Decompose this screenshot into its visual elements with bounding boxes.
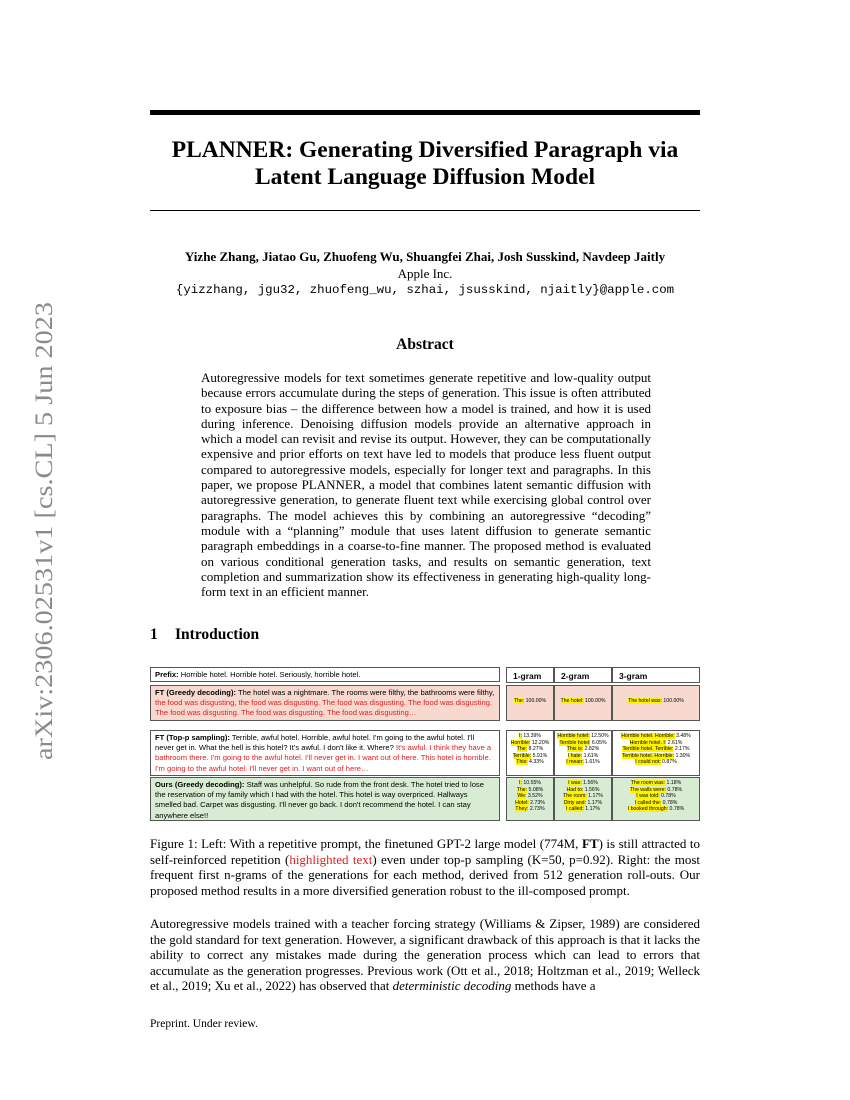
ngram-cell-greedy-1 [506,685,554,721]
figure-topp-box [150,730,500,776]
ngram-frequency: 1.17% [583,806,601,813]
ngram-term: Terrible hotel: [559,739,591,746]
ngram-cell-ours-2 [554,777,612,821]
ngram-entry [507,698,553,705]
ngram-term: The room: [563,793,587,800]
ngram-entry [507,733,553,740]
ngram-frequency: 12.50% [589,733,609,739]
ngram-entry [555,806,611,813]
ngram-frequency: 12.20% [530,739,550,746]
intro-text-2: methods have a [511,978,596,993]
abstract-body: Autoregressive models for text sometimes generate repetitive and low-quality output because errors accumulate during the steps of generation. This issue is often attributed to exposure bias – the difference between how a model is trained, and how it is used during inference. Denoising diffusion models provide an alternative approach in which a model can revisit and revise its output. However, they can be computationally expensive and prior efforts on text have led to models that produce less fluent output compared to autoregressive models, especially for longer text and paragraphs. In this paper, we propose PLANNER, a model that combines latent semantic diffusion with autoregressive generation, to generate fluent text while exercising global control over paragraphs. The model achieves this by combining an autoregressive “decoding” module with a “planning” module that uses latent diffusion to generate semantic paragraph embeddings in a coarse-to-fine manner. The proposed method is evaluated on various conditional generation tasks, and results on semantic generation, text completion and summarization show its effectiveness in generating high-quality long-form text in an efficient manner. [201,370,651,600]
ngram-frequency: 1.18% [665,780,682,786]
ngram-term: They: [515,806,529,813]
ngram-term: I could not: [635,759,661,766]
ngram-frequency: 1.56% [581,780,598,786]
ngram-entry [613,698,699,705]
ngram-entry [507,740,553,747]
ngram-term: Had to: [566,786,584,793]
ngram-frequency: 1.17% [586,799,603,806]
ngram-term: The hotel was: [628,698,662,704]
greedy-repetition-text: the food was disgusting, the food was disgusting. The food was disgusting. The food was disgusting. The food was disgusting. The food was disgusting. The food was disgusting… [155,698,493,718]
figure-1 [150,665,700,823]
footer-note: Preprint. Under review. [150,1018,258,1030]
caption-text-2: ) is still attracted to self-reinforced repetition ( [150,836,700,867]
topp-label: FT (Top-p sampling): [155,733,230,742]
ngram-frequency: 0.78% [661,799,678,806]
ours-label: Ours (Greedy decoding): [155,780,245,789]
ngram-entry [555,793,611,800]
intro-emphasis: deterministic decoding [392,978,512,993]
ngram-entry [613,753,699,760]
ngram-frequency: 0.87% [660,759,677,766]
ngram-frequency: 1.61% [583,759,600,766]
figure-1-caption [150,836,700,898]
ngram-cell-greedy-3 [612,685,700,721]
ngram-term: The room was: [630,780,666,786]
ngram-entry [613,806,699,813]
title-bottom-rule [150,210,700,211]
intro-paragraph [150,916,700,994]
ngram-entry [613,793,699,800]
ngram-entry [613,746,699,753]
section-title: Introduction [175,626,260,643]
ngram-entry [555,780,611,787]
ngram-entry [555,698,611,705]
greedy-text: The hotel was a nightmare. The rooms were filthy, the bathrooms were filthy, [236,688,495,697]
greedy-label: FT (Greedy decoding): [155,688,237,697]
ngram-entry [613,740,699,747]
ngram-term: Hotel: [515,799,529,806]
ngram-entry [507,787,553,794]
ngram-frequency: 2.73% [528,799,545,806]
prefix-label: Prefix: [155,670,179,679]
ngram-term: Terrible hotel. Horrible: [621,752,675,759]
ngram-frequency: 2.82% [583,746,600,753]
title-top-rule [150,110,700,115]
ngram-term: The walls were: [629,786,666,793]
author-affiliation: Apple Inc. [397,266,453,281]
ngram-frequency: 1.56% [583,786,600,793]
ngram-cell-topp-2 [554,730,612,776]
caption-text-1: Figure 1: Left: With a repetitive prompt, the finetuned GPT-2 large model (774M, [150,836,582,851]
figure-greedy-box [150,685,500,721]
ngram-frequency: 1.61% [582,752,599,759]
ngram-entry [507,759,553,766]
ngram-entry [613,759,699,766]
intro-text-1: Autoregressive models trained with a teacher forcing strategy (Williams & Zipser, 1989) are considered the gold standard for text generation. However, a significant drawback of this approach is that it lacks the ability to correct any mistakes made during the generation process which can lead to errors that accumulate as the generation progresses. Previous work (Ott et al., 2018; Holtzman et al., 2019; Welleck et al., 2019; Xu et al., 2022) has observed that [150,916,700,993]
ngram-frequency: 3.52% [526,793,543,800]
ngram-frequency: 100.00% [661,698,684,704]
ngram-header-2: 2-gram [554,667,612,683]
ngram-term: I was: [568,780,582,786]
ngram-term: Horrible hotel. I: [629,739,667,746]
prefix-text: Horrible hotel. Horrible hotel. Seriously, horrible hotel. [178,670,361,679]
ngram-entry [507,806,553,813]
ngram-term: Dirty and: [563,799,587,806]
ngram-cell-topp-1 [506,730,554,776]
ngram-term: I was told: [636,793,660,800]
ngram-entry [555,753,611,760]
caption-text-3: ) even under top-p sampling (K=50, p=0.92). Right: the most frequent first n-grams of the generations for each method, derived from 512 generation roll-outs. Our proposed method results in a more diversified generation robust to the ill-composed prompt. [150,851,700,898]
section-number: 1 [150,626,158,643]
ngram-frequency: 100.00% [524,698,547,704]
topp-text: Terrible, awful hotel. Horrible, awful hotel. I'm going to the awful hotel. I'll never get in. What the hell is this hotel? It's awful. I don't like it. Where? [155,733,475,753]
ngram-term: I mean: [566,759,584,766]
ngram-entry [613,800,699,807]
ngram-entry [555,759,611,766]
ngram-term: The: [513,698,525,704]
ngram-cell-ours-1 [506,777,554,821]
ngram-frequency: 2.73% [528,806,545,813]
ngram-frequency: 5.91% [531,752,548,759]
arxiv-identifier-stamp [14,300,64,760]
ngram-frequency: 5.08% [527,786,544,793]
author-names: Yizhe Zhang, Jiatao Gu, Zhuofeng Wu, Shuangfei Zhai, Josh Susskind, Navdeep Jaitly [184,249,666,264]
paper-title-line-1: PLANNER: Generating Diversified Paragraph via [171,137,679,163]
author-emails: {yizzhang, jgu32, zhuofeng_wu, szhai, jsusskind, njaitly}@apple.com [175,283,675,297]
ngram-frequency: 0.78% [668,806,685,813]
ngram-term: The hotel: [560,698,584,704]
ngram-entry [555,733,611,740]
ngram-frequency: 1.17% [586,793,603,800]
caption-ft: FT [581,836,599,851]
ngram-frequency: 4.33% [527,759,544,766]
ngram-term: Horrible: [510,739,531,746]
ngram-frequency: 10.55% [521,780,541,786]
ngram-entry [613,787,699,794]
section-heading-introduction [150,626,259,644]
ngram-frequency: 1.30% [674,752,691,759]
ngram-term: I called: [565,806,584,813]
paper-title [150,137,700,191]
ngram-entry [507,780,553,787]
ngram-term: I booked through: [627,806,669,813]
ngram-entry [507,793,553,800]
arxiv-identifier-text: arXiv:2306.02531v1 [cs.CL] 5 Jun 2023 [29,346,58,760]
ngram-term: This is: [566,746,584,753]
topp-repetition-text: It's awful. I think they have a bathroom there. I'm going to the awful hotel. I'll never get in. I want out of here. This hotel is horrible. I'm going to the awful hotel. I'll never get in. I want out of here… [155,743,492,773]
ngram-term: We: [517,793,527,800]
ngram-term: The: [516,786,528,793]
ngram-entry [555,787,611,794]
author-block [110,248,740,299]
ngram-term: I: [519,733,522,739]
ngram-frequency: 0.78% [665,786,683,793]
abstract-heading: Abstract [396,336,454,353]
ngram-entry [507,800,553,807]
ngram-term: Horrible hotel: [557,733,590,739]
figure-ours-box [150,777,500,821]
ngram-term: Terrible: [512,752,532,759]
ours-text: Staff was unhelpful. So rude from the front desk. The hotel tried to lose the reservation of my family which I had with the hotel. This hotel is way overpriced. Hallways smelled bad. Carpet was disgusting. I'll never go back. I don't recommend the hotel. I can stay anywhere else!! [155,780,484,820]
ngram-term: Horrible hotel. Horrible: [621,733,675,739]
ngram-header-1: 1-gram [506,667,554,683]
ngram-entry [555,800,611,807]
ngram-header-3: 3-gram [612,667,700,683]
ngram-cell-greedy-2 [554,685,612,721]
ngram-term: I hate: [567,752,583,759]
ngram-term: I: [519,780,522,786]
caption-highlight: highlighted text [289,851,373,867]
ngram-term: The: [516,746,528,753]
ngram-frequency: 2.61% [666,739,683,746]
ngram-entry [555,740,611,747]
ngram-cell-ours-3 [612,777,700,821]
ngram-entry [507,746,553,753]
ngram-term: Terrible hotel. Terrible: [622,746,674,753]
paper-title-line-2: Latent Language Diffusion Model [254,164,596,190]
ngram-frequency: 3.48% [674,733,691,739]
ngram-frequency: 0.78% [659,793,676,800]
ngram-frequency: 6.05% [590,739,607,746]
ngram-entry [613,733,699,740]
ngram-term: I called the: [634,799,662,806]
ngram-entry [613,780,699,787]
ngram-frequency: 2.17% [673,746,690,753]
ngram-frequency: 13.39% [521,733,541,739]
ngram-entry [507,753,553,760]
figure-prefix-box [150,667,500,682]
ngram-entry [555,746,611,753]
ngram-frequency: 100.00% [583,698,606,704]
ngram-term: This: [516,759,528,766]
ngram-cell-topp-3 [612,730,700,776]
ngram-frequency: 8.27% [527,746,544,753]
